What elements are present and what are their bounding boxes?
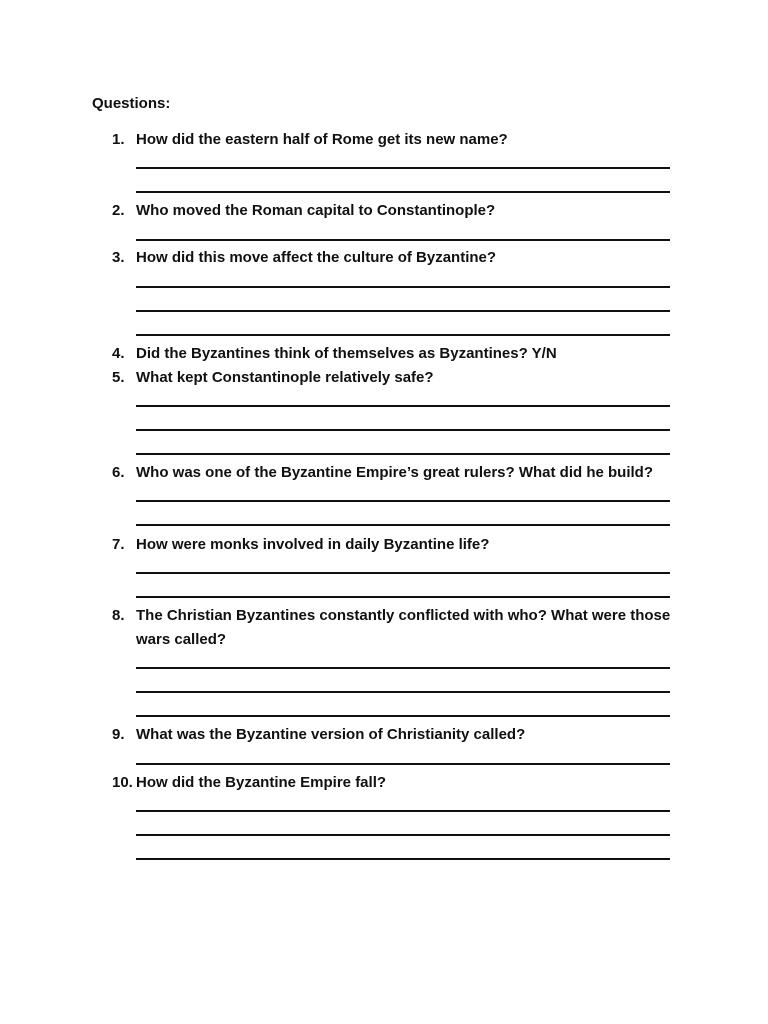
answer-line (136, 834, 670, 836)
answer-line (136, 453, 670, 455)
question-5 (112, 366, 682, 390)
answer-line (136, 405, 670, 407)
question-text: How did the eastern half of Rome get its new name? (136, 131, 508, 148)
answer-line (136, 858, 670, 860)
question-text: Who moved the Roman capital to Constantinople? (136, 202, 496, 219)
question-number: 6. (112, 464, 125, 481)
answer-line (136, 691, 670, 693)
answer-line (136, 191, 670, 193)
answer-line (136, 763, 670, 765)
question-text: Who was one of the Byzantine Empire’s great rulers? What did he build? (136, 464, 653, 481)
answer-line (136, 310, 670, 312)
question-3 (112, 246, 682, 270)
question-text: What was the Byzantine version of Christianity called? (136, 726, 526, 743)
question-text: Did the Byzantines think of themselves as Byzantines? Y/N (136, 345, 557, 362)
question-10 (112, 771, 682, 795)
answer-line (136, 572, 670, 574)
question-text: How were monks involved in daily Byzantine life? (136, 536, 490, 553)
question-8 (112, 604, 682, 652)
answer-line (136, 524, 670, 526)
question-number: 8. (112, 607, 125, 624)
answer-line (136, 715, 670, 717)
question-text: What kept Constantinople relatively safe? (136, 369, 434, 386)
questions-heading: Questions: (92, 95, 171, 112)
answer-line (136, 167, 670, 169)
answer-line (136, 239, 670, 241)
question-1 (112, 128, 682, 152)
question-text: The Christian Byzantines constantly conflicted with who? What were those wars called? (136, 607, 671, 648)
question-number: 9. (112, 726, 125, 743)
question-number: 10. (112, 774, 133, 791)
answer-line (136, 667, 670, 669)
question-number: 7. (112, 536, 125, 553)
answer-line (136, 429, 670, 431)
answer-line (136, 810, 670, 812)
question-text: How did the Byzantine Empire fall? (136, 774, 387, 791)
question-text: How did this move affect the culture of Byzantine? (136, 249, 497, 266)
question-number: 4. (112, 345, 125, 362)
answer-line (136, 596, 670, 598)
question-number: 3. (112, 249, 125, 266)
question-7 (112, 533, 682, 557)
answer-line (136, 500, 670, 502)
answer-line (136, 334, 670, 336)
question-number: 1. (112, 131, 125, 148)
question-number: 2. (112, 202, 125, 219)
question-2 (112, 199, 682, 223)
answer-line (136, 286, 670, 288)
question-6 (112, 461, 682, 485)
question-number: 5. (112, 369, 125, 386)
question-9 (112, 723, 682, 747)
question-4 (112, 342, 682, 366)
